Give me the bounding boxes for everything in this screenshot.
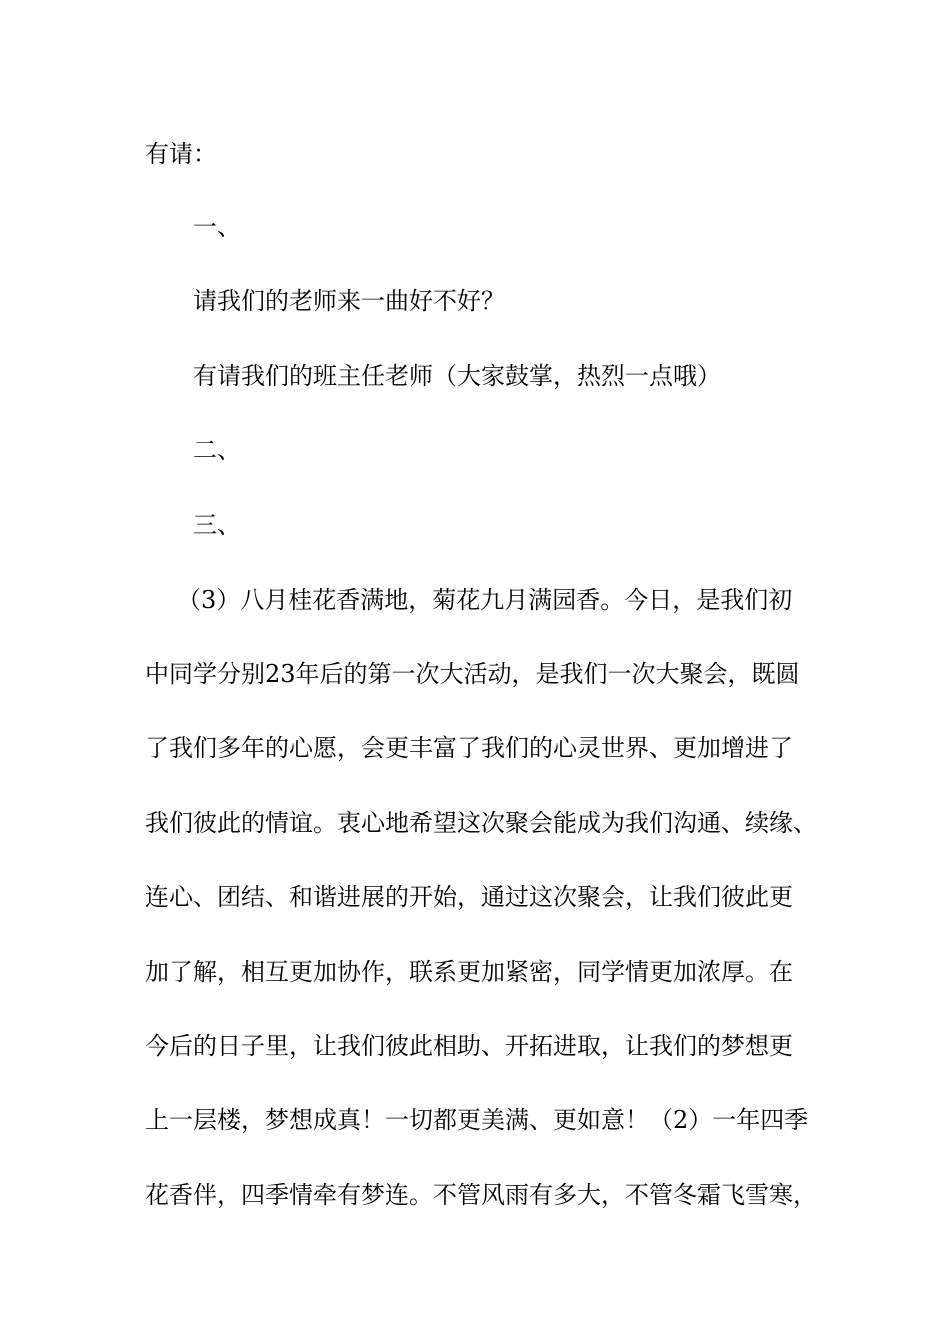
intro-line: 有请： — [145, 140, 217, 168]
paragraph-line: 加了解，相互更加协作，联系更加紧密，同学情更加浓厚。在 — [145, 958, 793, 986]
section-heading-two: 二、 — [193, 436, 241, 464]
paragraph-line: 我们彼此的情谊。衷心地希望这次聚会能成为我们沟通、续缘、 — [145, 809, 817, 837]
paragraph-line: 花香伴，四季情牵有梦连。不管风雨有多大，不管冬霜飞雪寒， — [145, 1181, 817, 1209]
text-line: 请我们的老师来一曲好不好？ — [193, 287, 505, 315]
section-heading-one: 一、 — [193, 213, 241, 241]
paragraph-line: 中同学分别23年后的第一次大活动，是我们一次大聚会，既圆 — [145, 660, 800, 688]
paragraph-line: （3）八月桂花香满地，菊花九月满园香。今日，是我们初 — [177, 586, 793, 614]
text-line: 有请我们的班主任老师（大家鼓掌，热烈一点哦） — [193, 362, 721, 390]
paragraph-line: 今后的日子里，让我们彼此相助、开拓进取，让我们的梦想更 — [145, 1032, 793, 1060]
paragraph-line: 上一层楼，梦想成真！一切都更美满、更如意！（2）一年四季 — [145, 1106, 809, 1134]
section-heading-three: 三、 — [193, 511, 241, 539]
paragraph-line: 了我们多年的心愿，会更丰富了我们的心灵世界、更加增进了 — [145, 734, 793, 762]
paragraph-line: 连心、团结、和谐进展的开始，通过这次聚会，让我们彼此更 — [145, 883, 793, 911]
